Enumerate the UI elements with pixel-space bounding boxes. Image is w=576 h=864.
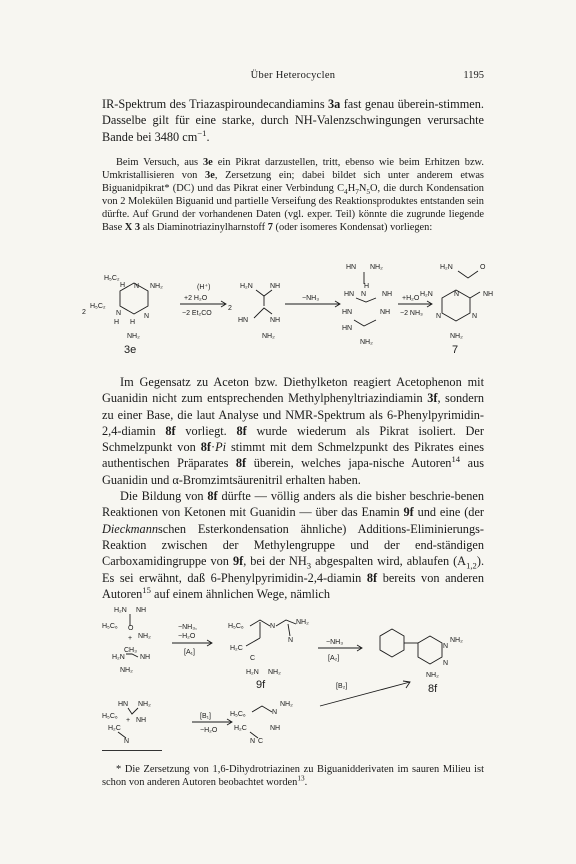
svg-text:C: C	[258, 738, 264, 744]
main-text	[102, 374, 484, 602]
svg-text:HN: HN	[342, 325, 353, 332]
svg-text:H₅C₆: H₅C₆	[228, 623, 244, 630]
svg-text:+2 H₂O: +2 H₂O	[184, 295, 208, 302]
label-8f: 8f	[428, 683, 438, 695]
svg-text:N: N	[436, 313, 442, 320]
svg-text:H₂N: H₂N	[240, 283, 253, 290]
svg-text:H₅C₆: H₅C₆	[102, 623, 118, 630]
svg-text:−2 NH₃: −2 NH₃	[400, 310, 423, 317]
svg-text:NH: NH	[136, 717, 147, 724]
svg-text:+H₂O: +H₂O	[402, 295, 420, 302]
svg-text:N: N	[443, 660, 449, 667]
svg-text:H₅C₆: H₅C₆	[230, 711, 246, 718]
label-7: 7	[452, 344, 459, 356]
svg-text:H₅C₂: H₅C₂	[90, 303, 106, 310]
svg-text:N: N	[443, 643, 449, 650]
svg-text:N: N	[288, 637, 294, 644]
svg-text:H₂N: H₂N	[420, 291, 433, 298]
svg-text:N: N	[270, 623, 276, 630]
svg-text:H₂N: H₂N	[112, 654, 125, 661]
svg-text:O: O	[128, 625, 134, 632]
svg-text:+: +	[128, 635, 133, 642]
svg-text:NH₂: NH₂	[360, 339, 373, 346]
svg-text:O: O	[480, 264, 486, 271]
svg-text:H₂C: H₂C	[234, 725, 247, 732]
svg-text:N: N	[116, 310, 122, 317]
svg-text:NH₂: NH₂	[127, 333, 140, 340]
svg-text:NH₂: NH₂	[120, 667, 133, 674]
svg-text:NH₂: NH₂	[280, 701, 293, 708]
svg-text:H₂C: H₂C	[108, 725, 121, 732]
pyrimidine-ring	[418, 636, 442, 664]
svg-text:H₂N: H₂N	[114, 607, 127, 614]
svg-text:−H₂O: −H₂O	[200, 727, 218, 734]
running-header	[102, 70, 484, 84]
svg-text:−NH₃: −NH₃	[326, 639, 344, 646]
svg-text:H: H	[130, 319, 136, 326]
svg-text:NH₂: NH₂	[296, 619, 309, 626]
svg-text:N: N	[250, 738, 256, 744]
svg-text:N: N	[454, 291, 460, 298]
svg-text:H₂N: H₂N	[440, 264, 453, 271]
svg-text:NH: NH	[270, 725, 281, 732]
svg-text:NH₂: NH₂	[268, 669, 281, 676]
picrate-paragraph: Beim Versuch, aus 3e ein Pikrat darzustellen, tritt, ebenso wie beim Erhitzen bzw. Umkristallisieren von 3e, Zersetzung ein; dabei bildet sich unter anderem etwas Biguanidpikrat* (DC) und das Pikrat einer Verbindung $C_4H_7N_5O$, die durch Kondensation von 2 Molekülen Biguanid und partielle Verseifung des Reaktionsproduktes entstanden sein dürfte. Auf Grund der vorhandenen Daten (vgl. exper. Teil) könnte die zugrunde liegende Base X 3 als Diaminotriazinylharnstoff 7 (oder isomeres Kondensat) vorliegen:	[102, 157, 484, 234]
svg-text:+: +	[126, 717, 131, 724]
svg-text:HN: HN	[346, 264, 357, 271]
footnote-rule	[102, 750, 162, 751]
label-9f: 9f	[256, 679, 266, 691]
phenyl-ring	[380, 629, 404, 657]
ir-paragraph: IR-Spektrum des Triazaspiroundecandiamins 3a fast genau überein-stimmen. Dasselbe gilt für eine starke, durch NH-Valenzschwingungen verursachte Bande bei 3480 $cm^{-1}$.	[102, 97, 484, 144]
svg-text:NH₂: NH₂	[450, 333, 463, 340]
svg-text:NH₂: NH₂	[370, 264, 383, 271]
svg-text:HN: HN	[118, 701, 129, 708]
footnote: * Die Zersetzung von 1,6-Dihydrotriazinen zu Biguanidderivaten im sauren Milieu ist schon von anderen Autoren beobachtet worden$^{13}$.	[102, 764, 484, 788]
svg-text:NH: NH	[270, 317, 281, 324]
svg-text:H: H	[364, 283, 370, 290]
reaction-scheme-1	[80, 258, 500, 366]
svg-text:−H₂O: −H₂O	[178, 633, 196, 640]
page-number: 1195	[463, 70, 484, 81]
paragraph-formation: Die Bildung von 8f dürfte — völlig anders als die bisher beschrie-benen Reaktionen von Ketonen mit Guanidin — über das Enamin 9f und eine (der Dieckmannschen Esterkondensation ähnliche) Additions-Eliminierungs-Reaktion zwischen der Methylengruppe und der end-ständigen Carboxamidingruppe von 9f, bei der $NH_3$ abgespalten wird, ablaufen $(A_{1,2})$. Es sei erwähnt, daß 6-Phenylpyrimidin-2,4-diamin 8f bereits von anderen Autoren$^{15}$ auf einem ähnlichen Wege, nämlich	[102, 489, 485, 601]
svg-text:N: N	[124, 738, 130, 744]
svg-text:H: H	[114, 319, 120, 326]
svg-text:[A₁]: [A₁]	[184, 649, 195, 656]
svg-text:−NH₃: −NH₃	[302, 295, 320, 302]
svg-text:NH₂: NH₂	[138, 701, 151, 708]
svg-text:HN: HN	[344, 291, 355, 298]
svg-text:HN: HN	[342, 309, 353, 316]
reaction-scheme-2	[100, 602, 500, 744]
svg-text:NH: NH	[382, 291, 393, 298]
svg-text:N: N	[361, 291, 367, 298]
svg-text:H₅C₆: H₅C₆	[102, 713, 118, 720]
svg-text:[B₂]: [B₂]	[336, 683, 348, 690]
label-3e: 3e	[124, 344, 137, 356]
svg-text:2: 2	[228, 305, 232, 312]
svg-text:N: N	[472, 313, 478, 320]
svg-text:NH: NH	[136, 607, 147, 614]
svg-text:NH₂: NH₂	[138, 633, 151, 640]
svg-text:H₂C: H₂C	[230, 645, 243, 652]
svg-text:H₂N: H₂N	[246, 669, 259, 676]
svg-text:CH₃: CH₃	[124, 647, 137, 654]
factor-two: 2	[82, 309, 86, 316]
svg-text:−2 Et₂CO: −2 Et₂CO	[182, 310, 212, 317]
svg-text:NH: NH	[483, 291, 494, 298]
svg-text:NH₂: NH₂	[262, 333, 275, 340]
svg-text:(H⁺): (H⁺)	[197, 284, 211, 291]
running-title: Über Heterocyclen	[250, 70, 336, 81]
svg-text:NH₂: NH₂	[426, 672, 439, 679]
svg-text:NH₂: NH₂	[450, 637, 463, 644]
paragraph-acetophenone: Im Gegensatz zu Aceton bzw. Diethylketon reagiert Acetophenon mit Guanidin nicht zum entsprechenden Methylphenyltriazindiamin 3f, sondern zu einer Base, die laut Analyse und NMR-Spektrum als 6-Phenylpyrimidin-2,4-diamin 8f vorliegt. 8f wurde wiederum als Pikrat isoliert. Der Schmelzpunkt von 8f·Pi stimmt mit dem Schmelzpunkt des Pikrates eines authentischen Präparates 8f überein, welches japa-nische Autoren$^{14}$ aus Guanidin und α-Bromzimtsäurenitril erhalten haben.	[102, 375, 485, 487]
svg-text:N: N	[134, 283, 140, 290]
svg-text:[B₁]: [B₁]	[200, 713, 211, 720]
svg-text:H₅C₂: H₅C₂	[104, 275, 120, 282]
svg-text:N: N	[272, 709, 278, 716]
svg-text:NH: NH	[140, 654, 151, 661]
svg-text:C: C	[250, 655, 256, 662]
svg-text:[A₂]: [A₂]	[328, 655, 340, 662]
svg-text:−NH₃,: −NH₃,	[178, 624, 197, 631]
svg-text:NH₂: NH₂	[150, 283, 163, 290]
svg-text:HN: HN	[238, 317, 249, 324]
svg-text:NH: NH	[380, 309, 391, 316]
svg-text:NH: NH	[270, 283, 281, 290]
svg-text:N: N	[144, 313, 150, 320]
svg-text:H: H	[120, 282, 126, 289]
